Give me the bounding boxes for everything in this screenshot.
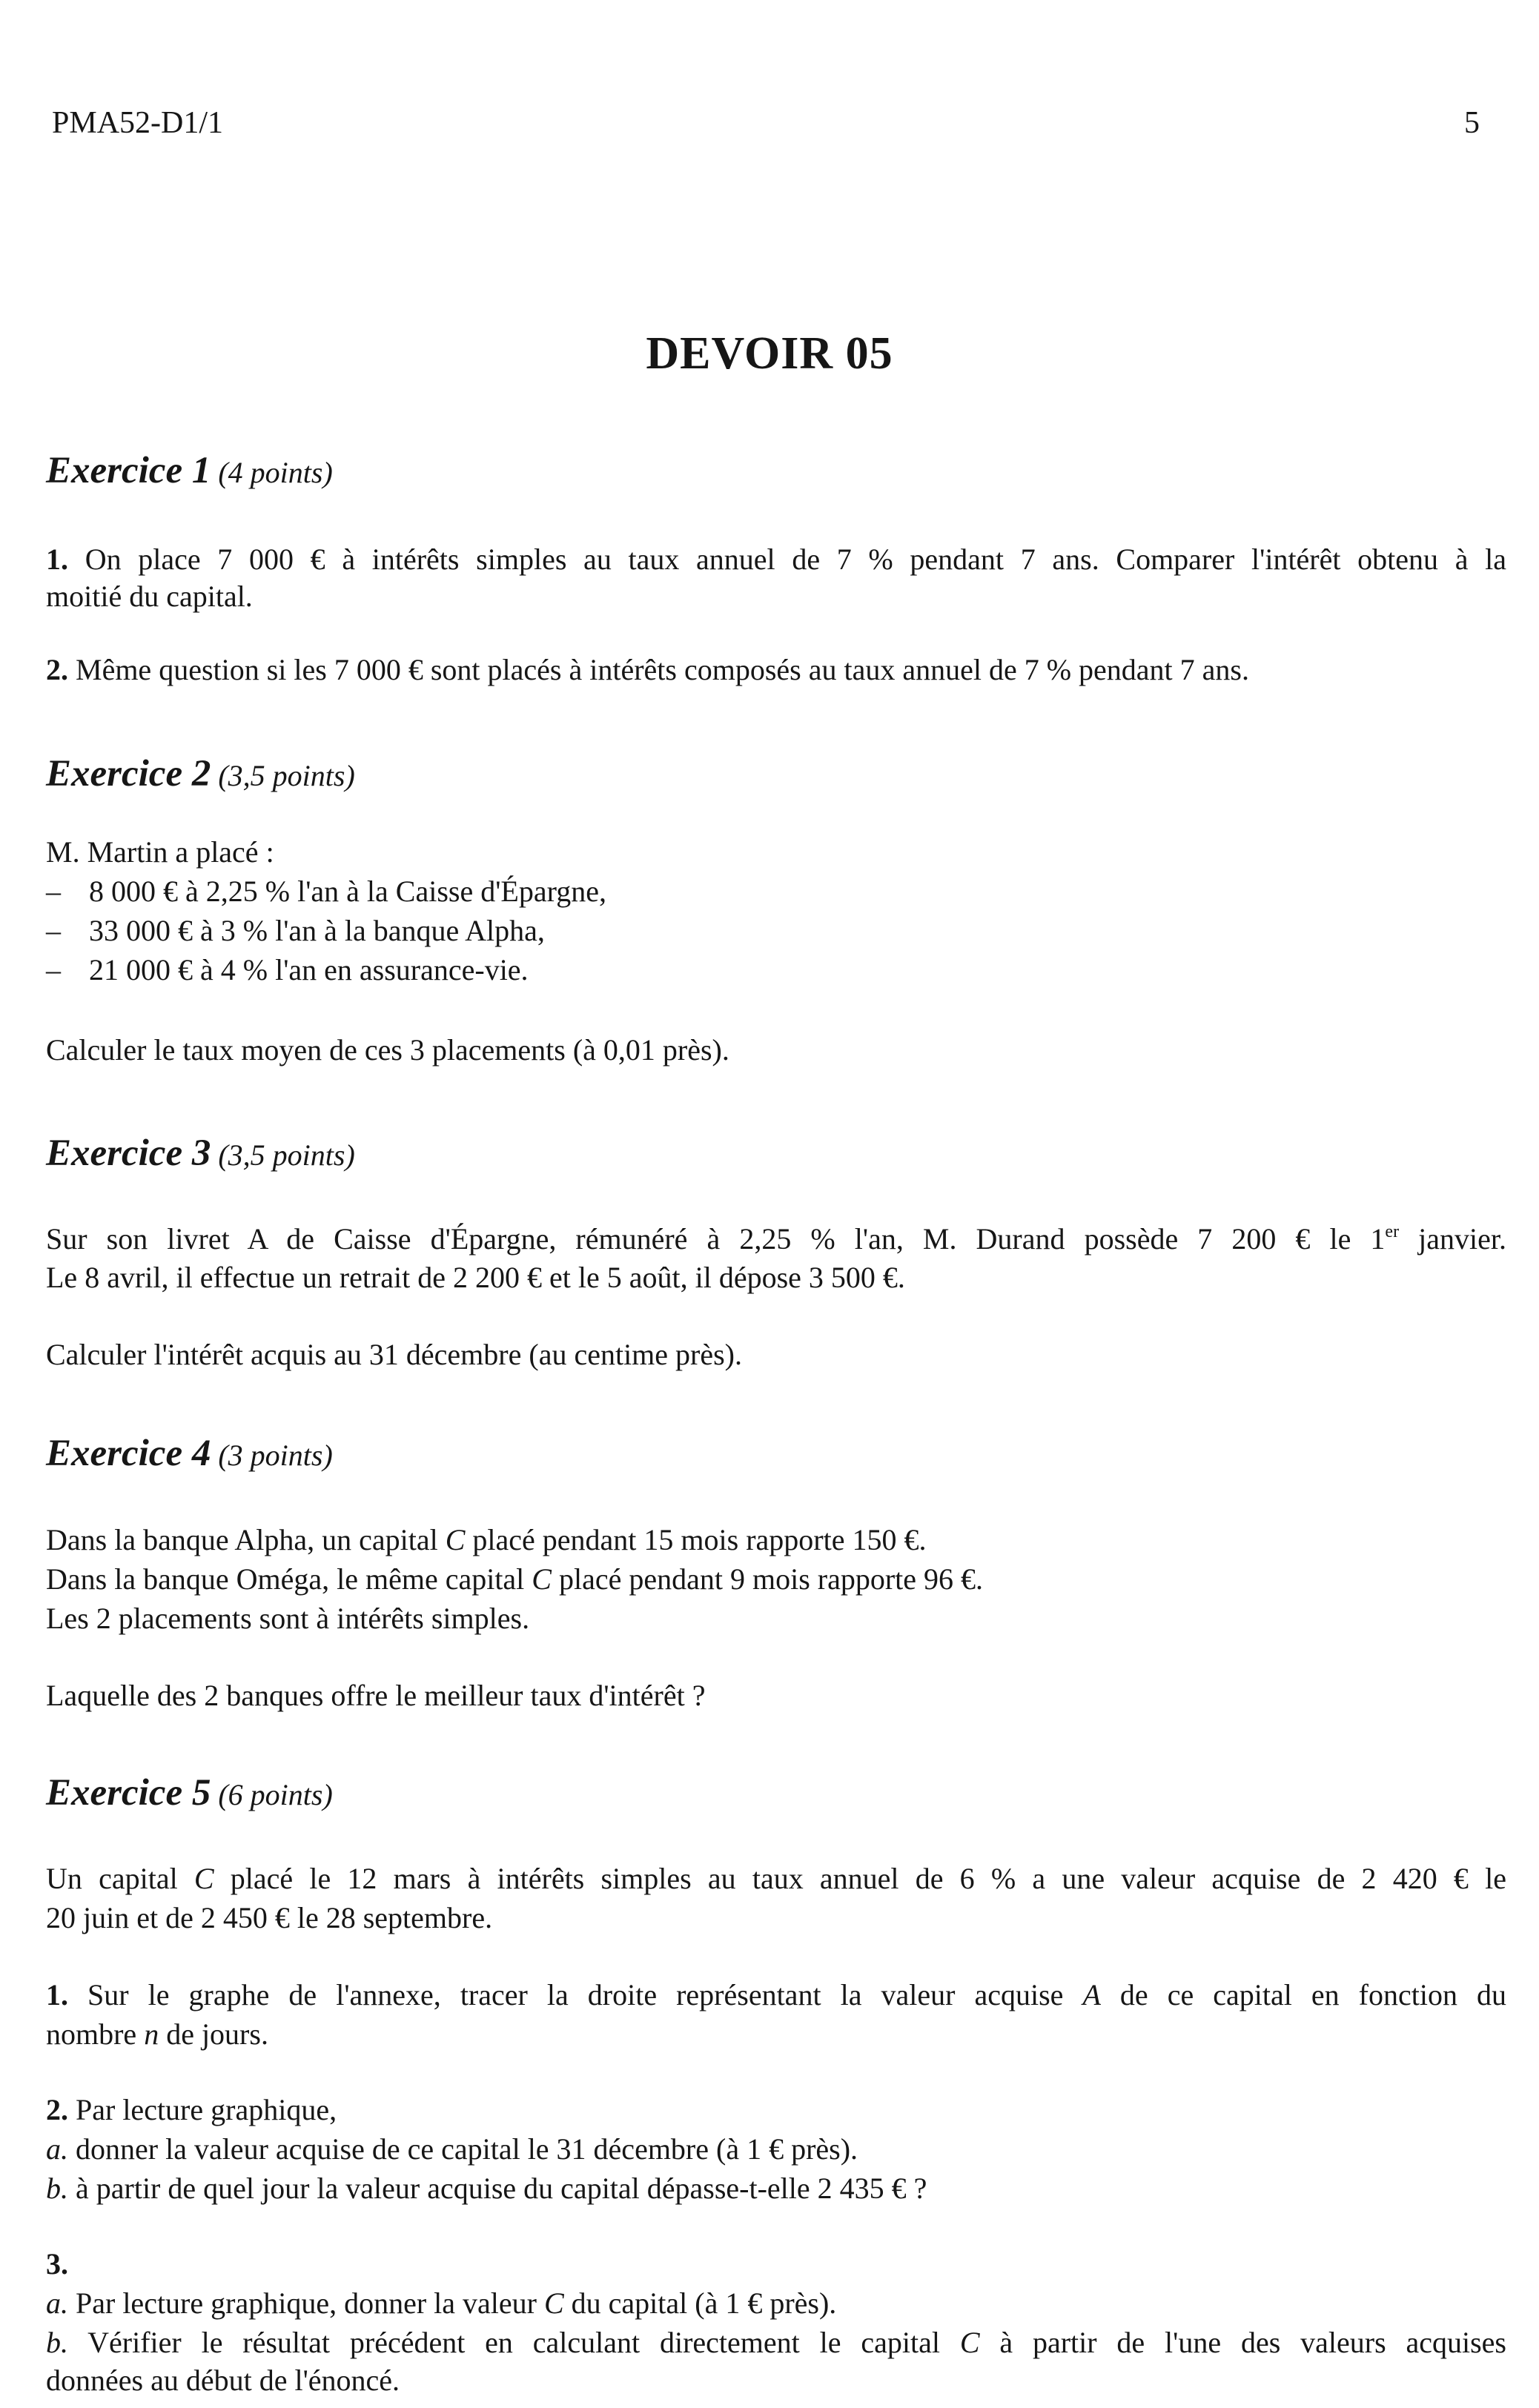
- list-dash: –: [46, 875, 61, 908]
- question-text: Par lecture graphique,: [76, 2093, 337, 2126]
- exercise-3-heading: Exercice 3: [46, 1132, 211, 1174]
- page-number: 5: [1464, 106, 1480, 140]
- exercise-4-points: (3 points): [218, 1439, 333, 1472]
- question-text: On place 7 000 € à intérêts simples au taux annuel de 7 % pendant 7 ans. Comparer l'intérêt obtenu à la: [85, 543, 1507, 576]
- exercise-5-intro-line-1: [46, 1864, 1506, 1894]
- question-text: de ce capital en fonction du: [1100, 1978, 1507, 2011]
- exercise-1-points: (4 points): [218, 456, 333, 489]
- exercise-5-heading: Exercice 5: [46, 1772, 211, 1814]
- statement-text: Dans la banque Oméga, le même capital: [46, 1562, 532, 1596]
- subquestion-label: a.: [46, 2132, 68, 2166]
- subquestion-label: b.: [46, 2172, 68, 2205]
- list-item-text: 8 000 € à 2,25 % l'an à la Caisse d'Épargne,: [89, 875, 606, 908]
- exercise-5-question-1-line-1: [46, 1980, 1506, 2010]
- exercise-2-points: (3,5 points): [218, 759, 355, 792]
- question-text: Sur le graphe de l'annexe, tracer la droite représentant la valeur acquise: [87, 1978, 1083, 2011]
- exercise-4-title: [46, 1432, 333, 1475]
- statement-text: Dans la banque Alpha, un capital: [46, 1523, 446, 1556]
- exercise-5-question-2a: [46, 2132, 858, 2166]
- subquestion-text: du capital (à 1 € près).: [563, 2286, 837, 2320]
- exercise-4-question: Laquelle des 2 banques offre le meilleur taux d'intérêt ?: [46, 1679, 706, 1712]
- exercise-2-list-item: [46, 877, 606, 906]
- variable: C: [543, 2286, 564, 2320]
- exercise-5-question-3b-line-2: données au début de l'énoncé.: [46, 2364, 400, 2397]
- statement-text-end: janvier.: [1399, 1222, 1506, 1256]
- exercise-2-heading: Exercice 2: [46, 753, 211, 795]
- variable: C: [959, 2326, 980, 2359]
- statement-text: placé le 12 mars à intérêts simples au taux annuel de 6 % a une valeur acquise de 2 420 € le: [214, 1862, 1506, 1895]
- exercise-5-question-3-number: 3.: [46, 2247, 68, 2281]
- question-number: 1.: [46, 1978, 68, 2011]
- exercise-2-intro: M. Martin a placé :: [46, 835, 274, 869]
- list-dash: –: [46, 953, 61, 986]
- statement-text: Un capital: [46, 1862, 194, 1895]
- statement-text: Sur son livret A de Caisse d'Épargne, rémunéré à 2,25 % l'an, M. Durand possède 7 200 € le 1: [46, 1222, 1386, 1256]
- exercise-4-heading: Exercice 4: [46, 1433, 211, 1474]
- variable: n: [144, 2017, 159, 2051]
- statement-text: placé pendant 15 mois rapporte 150 €.: [465, 1523, 927, 1556]
- exercise-5-question-2b: [46, 2174, 927, 2203]
- exercise-5-question-2-intro: [46, 2095, 337, 2125]
- question-number: 1.: [46, 543, 68, 576]
- exercise-2-title: [46, 752, 355, 795]
- exercise-3-title: [46, 1132, 355, 1175]
- subquestion-text: Vérifier le résultat précédent en calculant directement le capital: [87, 2326, 960, 2359]
- list-item-text: 21 000 € à 4 % l'an en assurance-vie.: [89, 953, 529, 986]
- exercise-5-question-3a: [46, 2286, 837, 2320]
- statement-text: placé pendant 9 mois rapporte 96 €.: [551, 1562, 984, 1596]
- question-text: Même question si les 7 000 € sont placés à intérêts composés au taux annuel de 7 % pendant 7 ans.: [76, 653, 1249, 686]
- exercise-1-question-1-line-1: [46, 545, 1506, 574]
- document-code: PMA52-D1/1: [52, 106, 224, 140]
- subquestion-text: à partir de quel jour la valeur acquise du capital dépasse-t-elle 2 435 € ?: [76, 2172, 927, 2205]
- exercise-5-intro-line-2: 20 juin et de 2 450 € le 28 septembre.: [46, 1901, 493, 1934]
- subquestion-text: à partir de l'une des valeurs acquises: [979, 2326, 1507, 2359]
- exercise-3-line-2: Le 8 avril, il effectue un retrait de 2 200 € et le 5 août, il dépose 3 500 €.: [46, 1261, 905, 1294]
- variable: C: [193, 1862, 214, 1895]
- exercise-2-question: Calculer le taux moyen de ces 3 placements (à 0,01 près).: [46, 1033, 729, 1067]
- exercise-4-line-3: Les 2 placements sont à intérêts simples.: [46, 1602, 530, 1635]
- exercise-1-heading: Exercice 1: [46, 450, 211, 491]
- exercise-2-list-item: [46, 955, 529, 985]
- subquestion-label: b.: [46, 2326, 68, 2359]
- question-number: 2.: [46, 653, 68, 686]
- exercise-5-question-1-line-2: [46, 2017, 268, 2051]
- exercise-3-points: (3,5 points): [218, 1138, 355, 1172]
- subquestion-text: Par lecture graphique, donner la valeur: [76, 2286, 544, 2320]
- exercise-4-line-2: [46, 1562, 984, 1596]
- subquestion-label: a.: [46, 2286, 68, 2320]
- list-dash: –: [46, 914, 61, 947]
- question-text: de jours.: [159, 2017, 268, 2051]
- variable: C: [532, 1562, 552, 1596]
- exercise-1-question-2: [46, 655, 1249, 685]
- exercise-2-list-item: [46, 916, 545, 946]
- exercise-1-title: [46, 449, 333, 492]
- page-title: DEVOIR 05: [646, 328, 893, 379]
- exercise-5-question-3b-line-1: [46, 2328, 1506, 2358]
- exercise-1-question-1-line-2: moitié du capital.: [46, 580, 253, 613]
- variable: A: [1082, 1978, 1101, 2011]
- exercise-5-points: (6 points): [218, 1778, 333, 1811]
- exercise-4-line-1: [46, 1525, 926, 1555]
- exercise-3-line-1: [46, 1224, 1506, 1254]
- list-item-text: 33 000 € à 3 % l'an à la banque Alpha,: [89, 914, 545, 947]
- ordinal-superscript: er: [1385, 1222, 1400, 1241]
- exercise-5-title: [46, 1771, 333, 1814]
- variable: C: [445, 1523, 466, 1556]
- question-text: nombre: [46, 2017, 145, 2051]
- question-number: 2.: [46, 2093, 68, 2126]
- subquestion-text: donner la valeur acquise de ce capital le 31 décembre (à 1 € près).: [76, 2132, 858, 2166]
- exercise-3-question: Calculer l'intérêt acquis au 31 décembre (au centime près).: [46, 1338, 743, 1371]
